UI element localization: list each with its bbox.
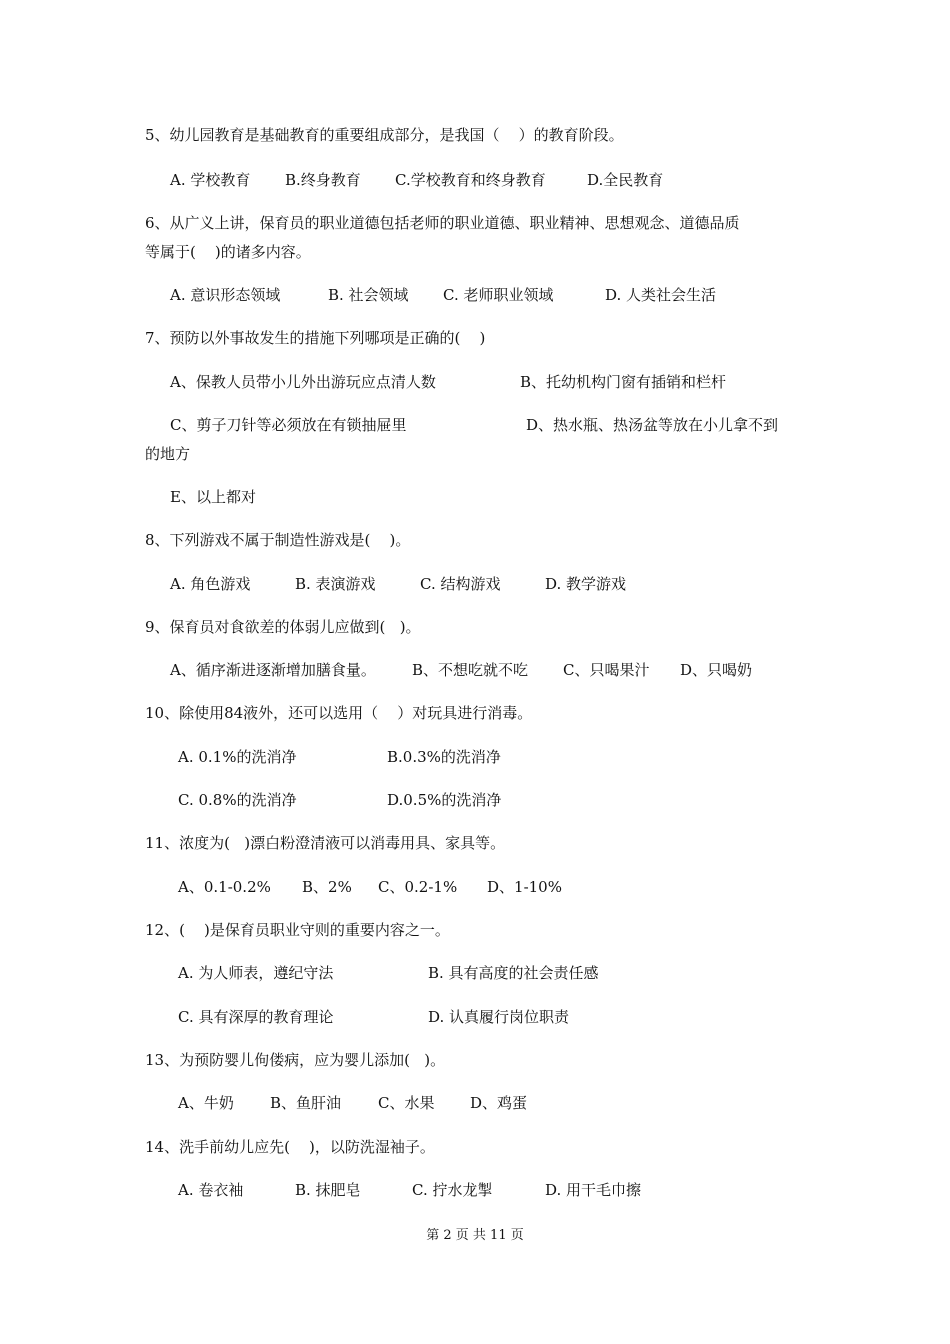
q6-stem-line-1: 6、从广义上讲，保育员的职业道德包括老师的职业道德、职业精神、思想观念、道德品质: [145, 214, 740, 232]
q12-option-d: D. 认真履行岗位职责: [428, 1008, 570, 1026]
q8-stem: 8、下列游戏不属于制造性游戏是( )。: [145, 531, 411, 549]
page-number-footer: 第 2 页 共 11 页: [426, 1228, 524, 1243]
q9-option-a: A、循序渐进逐渐增加膳食量。: [170, 661, 376, 679]
q7-option-d-continued: 的地方: [145, 445, 191, 463]
q8-option-c: C. 结构游戏: [420, 575, 501, 593]
q10-option-a: A. 0.1%的洗消净: [178, 748, 297, 766]
q13-stem: 13、为预防婴儿佝偻病，应为婴儿添加( )。: [145, 1051, 446, 1069]
q5-option-a: A. 学校教育: [170, 171, 251, 189]
q8-option-a: A. 角色游戏: [170, 575, 251, 593]
q10-option-c: C. 0.8%的洗消净: [178, 791, 297, 809]
q13-option-d: D、鸡蛋: [470, 1094, 528, 1112]
q9-option-d: D、只喝奶: [680, 661, 753, 679]
q12-option-c: C. 具有深厚的教育理论: [178, 1008, 334, 1026]
q6-option-c: C. 老师职业领域: [443, 286, 554, 304]
q13-option-c: C、水果: [378, 1094, 435, 1112]
q6-option-a: A. 意识形态领域: [170, 286, 281, 304]
q14-option-d: D. 用干毛巾擦: [545, 1181, 642, 1199]
q7-stem: 7、预防以外事故发生的措施下列哪项是正确的( ): [145, 329, 486, 347]
q12-option-a: A. 为人师表，遵纪守法: [178, 964, 334, 982]
q12-option-b: B. 具有高度的社会责任感: [428, 964, 599, 982]
q9-option-b: B、不想吃就不吃: [412, 661, 529, 679]
q14-option-a: A. 卷衣袖: [178, 1181, 244, 1199]
q5-option-d: D.全民教育: [587, 171, 664, 189]
q11-stem: 11、浓度为( )漂白粉澄清液可以消毒用具、家具等。: [145, 834, 506, 852]
q14-option-b: B. 抹肥皂: [295, 1181, 361, 1199]
q11-option-c: C、0.2-1%: [378, 878, 458, 896]
q11-option-d: D、1-10%: [487, 878, 562, 896]
q10-option-b: B.0.3%的洗消净: [387, 748, 501, 766]
q7-option-b: B、托幼机构门窗有插销和栏杆: [520, 373, 727, 391]
q10-option-d: D.0.5%的洗消净: [387, 791, 502, 809]
q13-option-b: B、鱼肝油: [270, 1094, 342, 1112]
q11-option-a: A、0.1-0.2%: [178, 878, 271, 896]
q9-stem: 9、保育员对食欲差的体弱儿应做到( )。: [145, 618, 421, 636]
q6-option-d: D. 人类社会生活: [605, 286, 717, 304]
q8-option-d: D. 教学游戏: [545, 575, 627, 593]
q5-option-b: B.终身教育: [285, 171, 361, 189]
q14-stem: 14、洗手前幼儿应先( )，以防洗湿袖子。: [145, 1138, 435, 1156]
q7-option-e: E、以上都对: [170, 488, 256, 506]
q6-option-b: B. 社会领域: [328, 286, 409, 304]
q9-option-c: C、只喝果汁: [563, 661, 650, 679]
q5-option-c: C.学校教育和终身教育: [395, 171, 546, 189]
q7-option-a: A、保教人员带小儿外出游玩应点清人数: [170, 373, 436, 391]
q14-option-c: C. 拧水龙掣: [412, 1181, 493, 1199]
q6-stem-line-2: 等属于( )的诸多内容。: [145, 243, 311, 261]
q5-stem: 5、幼儿园教育是基础教育的重要组成部分，是我国（ ）的教育阶段。: [145, 126, 624, 144]
q12-stem: 12、( )是保育员职业守则的重要内容之一。: [145, 921, 450, 939]
q11-option-b: B、2%: [302, 878, 352, 896]
q7-option-c: C、剪子刀针等必须放在有锁抽屉里: [170, 416, 407, 434]
q13-option-a: A、牛奶: [178, 1094, 234, 1112]
q10-stem: 10、除使用84液外，还可以选用（ ）对玩具进行消毒。: [145, 704, 533, 722]
q7-option-d: D、热水瓶、热汤盆等放在小儿拿不到: [526, 416, 779, 434]
q8-option-b: B. 表演游戏: [295, 575, 376, 593]
